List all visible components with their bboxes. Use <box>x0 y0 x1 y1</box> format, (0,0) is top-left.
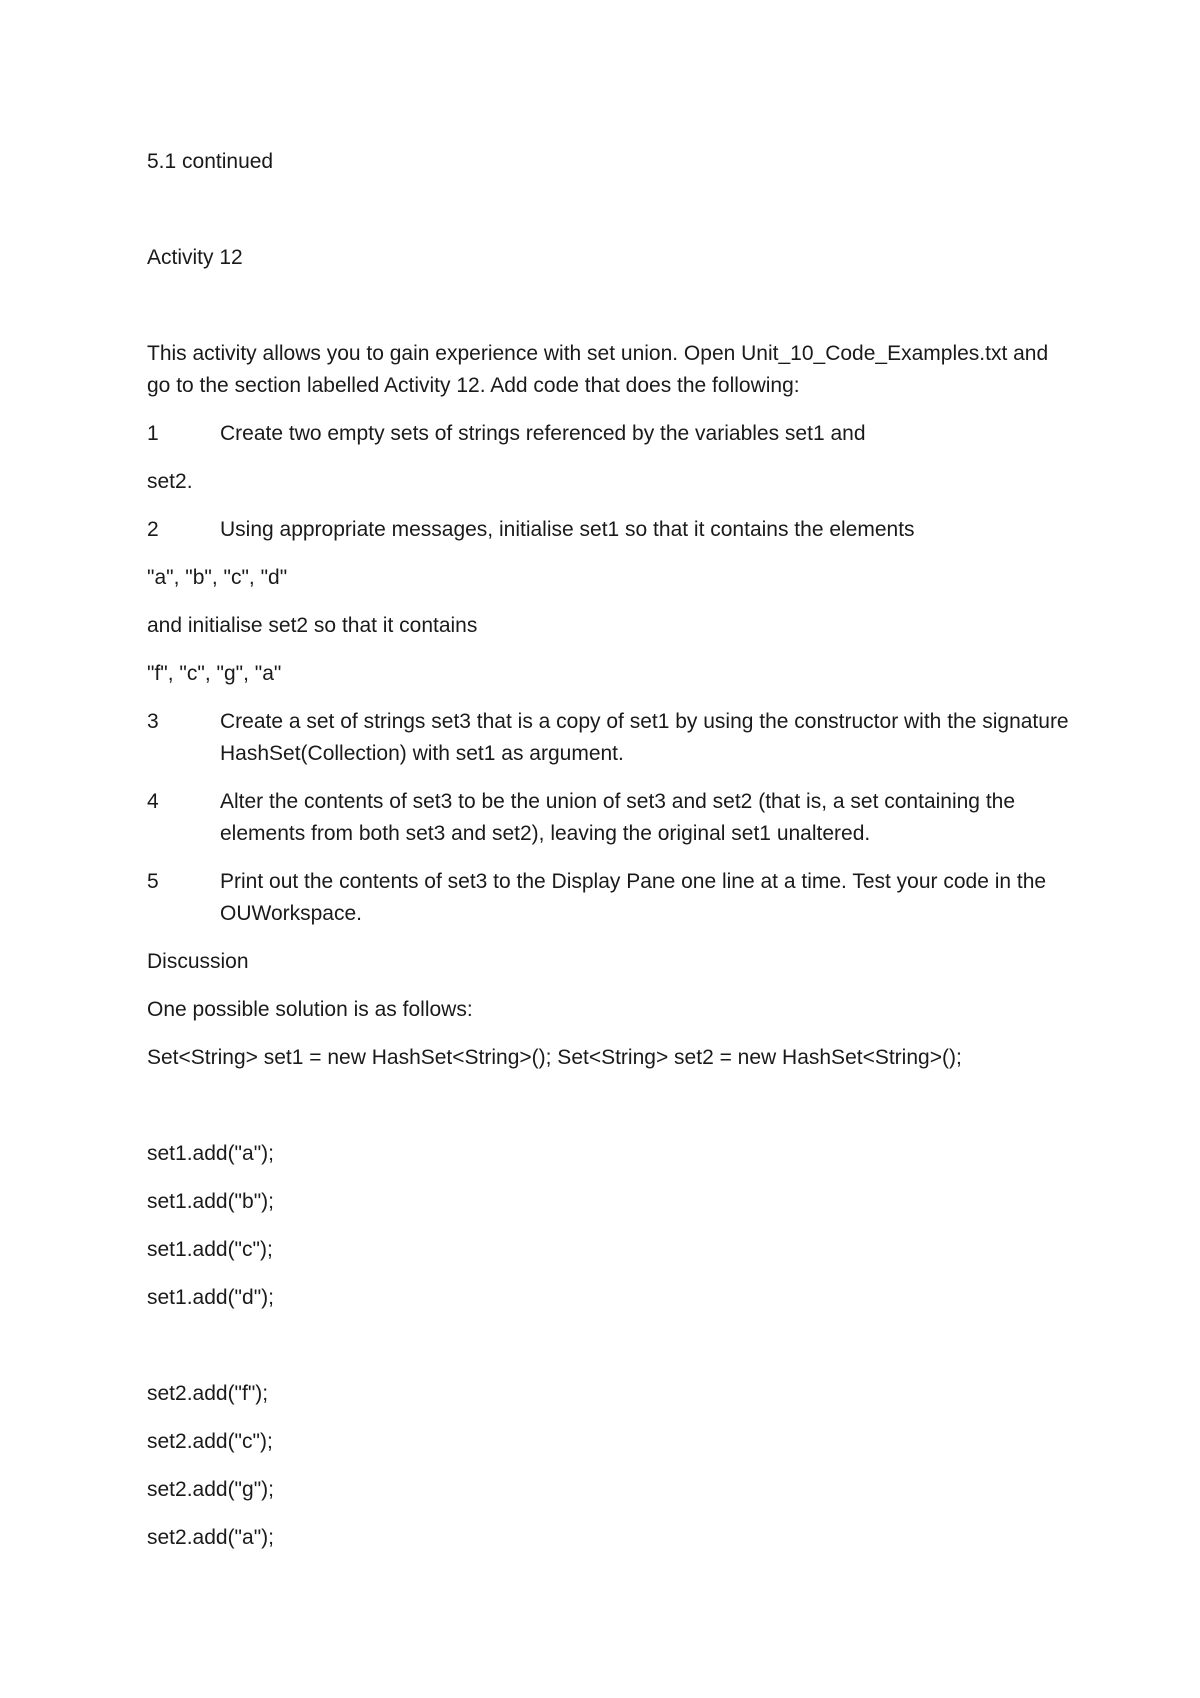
document-body <box>147 146 1077 1570</box>
step-text: Print out the contents of set3 to the Display Pane one line at a time. Test your code in the OUWorkspace. <box>220 870 1047 925</box>
step-2 <box>147 514 1077 546</box>
code-line: set2.add("a"); <box>147 1526 274 1549</box>
step-1 <box>147 418 1077 450</box>
step-number: 5 <box>147 870 159 893</box>
code-line: set1.add("a"); <box>147 1142 274 1165</box>
discussion-intro: One possible solution is as follows: <box>147 998 473 1021</box>
code-line: set2.add("g"); <box>147 1478 274 1501</box>
intro-paragraph: This activity allows you to gain experience with set union. Open Unit_10_Code_Examples.txt and go to the section labelled Activity 12. Add code that does the following: <box>147 342 1049 397</box>
code-declaration: Set<String> set1 = new HashSet<String>(); Set<String> set2 = new HashSet<String>(); <box>147 1046 962 1069</box>
code-line: set2.add("f"); <box>147 1382 269 1405</box>
activity-heading: Activity 12 <box>147 246 243 269</box>
blank-line <box>147 1090 1077 1138</box>
code-line: set1.add("c"); <box>147 1238 273 1261</box>
step-2-middle: and initialise set2 so that it contains <box>147 614 478 637</box>
step-1-continuation: set2. <box>147 470 193 493</box>
code-line: set2.add("c"); <box>147 1430 273 1453</box>
step-text: Create two empty sets of strings referenced by the variables set1 and <box>220 422 866 445</box>
step-text: Using appropriate messages, initialise set1 so that it contains the elements <box>220 518 915 541</box>
step-number: 4 <box>147 790 159 813</box>
set1-elements: "a", "b", "c", "d" <box>147 566 288 589</box>
section-heading: 5.1 continued <box>147 150 274 173</box>
blank-line <box>147 1330 1077 1378</box>
step-text: Create a set of strings set3 that is a copy of set1 by using the constructor with the signature HashSet(Collection) with set1 as argument. <box>220 710 1069 765</box>
set2-elements: "f", "c", "g", "a" <box>147 662 282 685</box>
step-text: Alter the contents of set3 to be the union of set3 and set2 (that is, a set containing the elements from both set3 and set2), leaving the original set1 unaltered. <box>220 790 1016 845</box>
step-number: 1 <box>147 422 159 445</box>
step-4 <box>147 786 1077 850</box>
step-number: 3 <box>147 710 159 733</box>
step-5 <box>147 866 1077 930</box>
step-number: 2 <box>147 518 159 541</box>
code-line: set1.add("d"); <box>147 1286 274 1309</box>
step-3 <box>147 706 1077 770</box>
discussion-heading: Discussion <box>147 950 249 973</box>
code-line: set1.add("b"); <box>147 1190 274 1213</box>
